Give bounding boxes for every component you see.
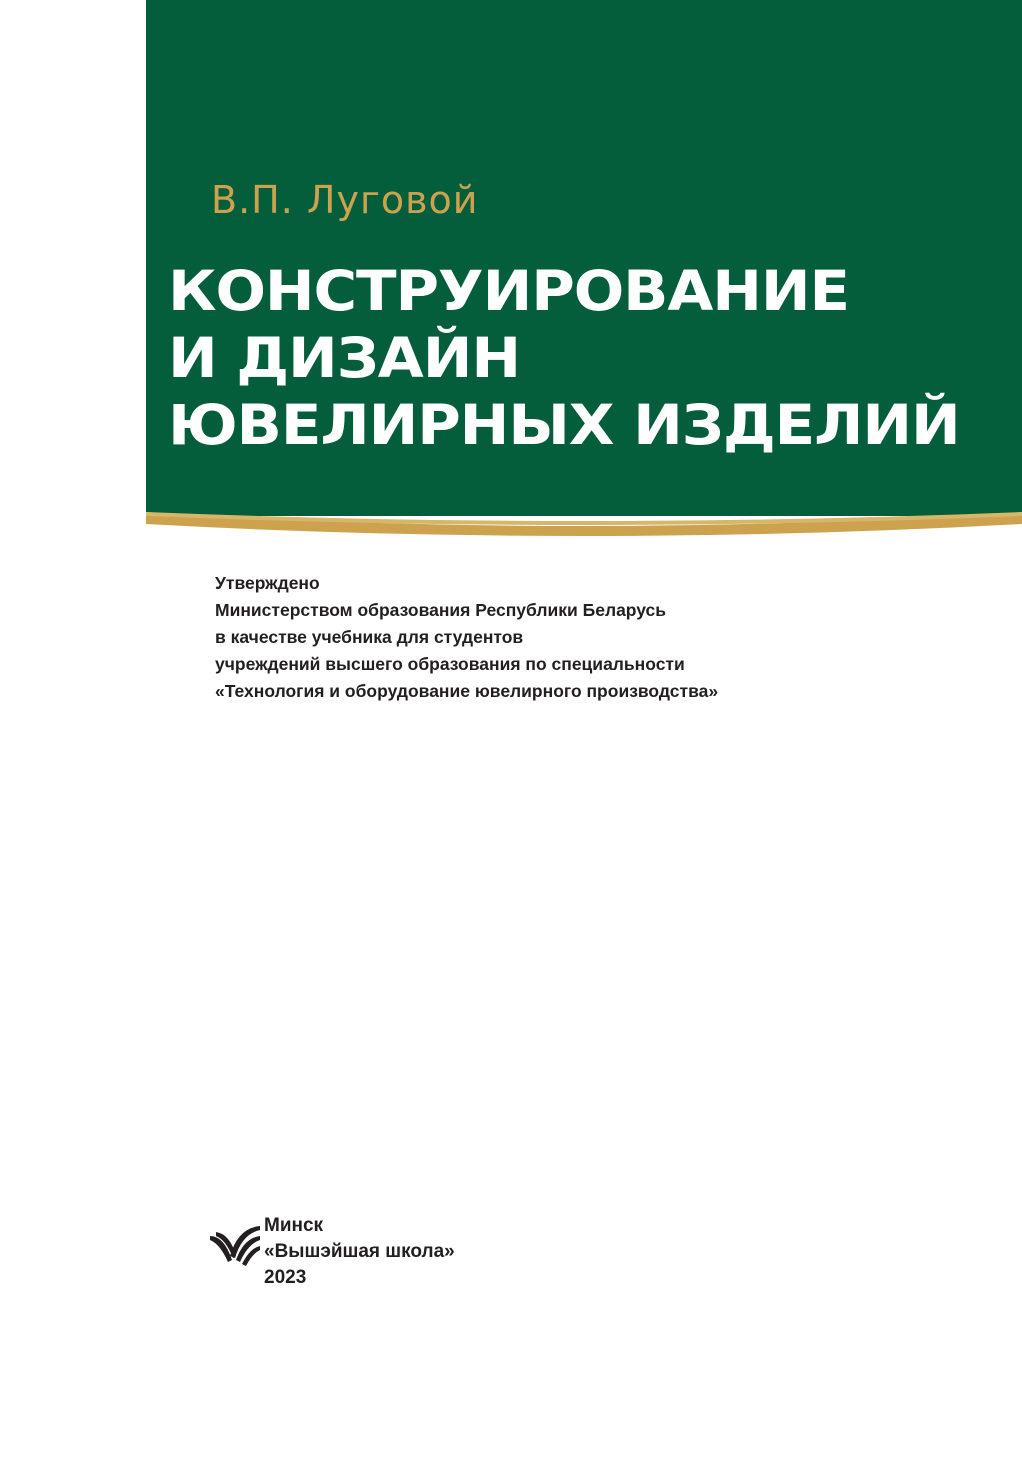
publisher-city: Минск xyxy=(264,1215,324,1236)
publication-year: 2023 xyxy=(264,1267,307,1288)
author-name: В.П. Луговой xyxy=(211,178,479,222)
approval-line: в качестве учебника для студентов xyxy=(215,627,524,647)
approval-line: Утверждено xyxy=(215,573,320,593)
book-title xyxy=(168,258,960,459)
approval-line: Министерством образования Республики Беларусь xyxy=(215,600,667,620)
approval-statement xyxy=(215,570,718,705)
book-title-line: И ДИЗАЙН xyxy=(168,326,520,390)
publisher-logo-icon xyxy=(208,1222,262,1272)
publisher-imprint xyxy=(264,1213,455,1291)
book-title-line: ЮВЕЛИРНЫХ ИЗДЕЛИЙ xyxy=(168,393,960,457)
book-title-line: КОНСТРУИРОВАНИЕ xyxy=(168,259,850,323)
approval-line: учреждений высшего образования по специальности xyxy=(215,654,685,674)
publisher-name: «Вышэйшая школа» xyxy=(264,1241,455,1262)
approval-line: «Технология и оборудование ювелирного производства» xyxy=(215,681,719,701)
gold-accent-band xyxy=(146,508,1022,540)
